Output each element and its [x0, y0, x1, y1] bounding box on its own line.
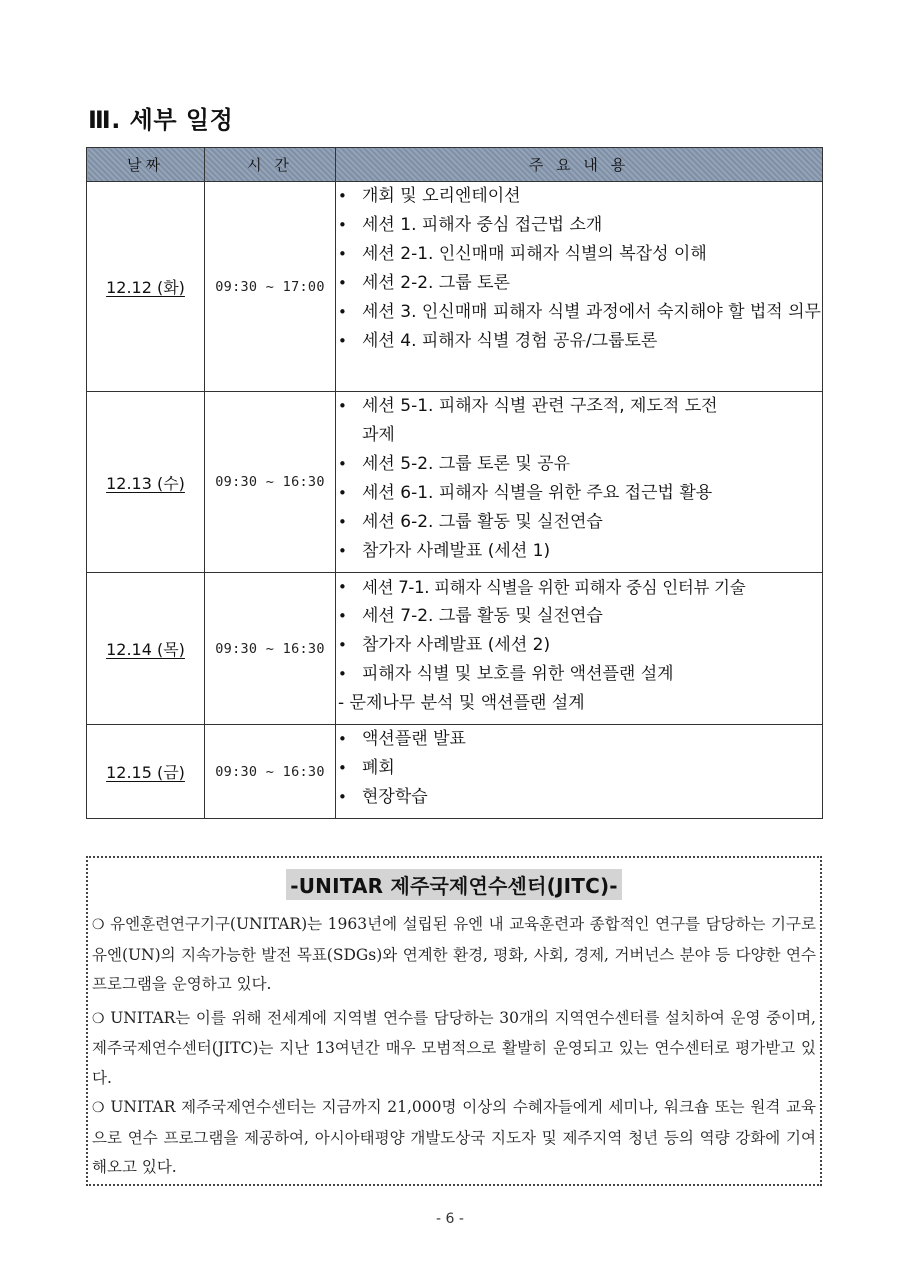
agenda-item: • 세션 5-1. 피해자 식별 관련 구조적, 제도적 도전과제: [336, 392, 822, 450]
agenda-item: • 세션 4. 피해자 식별 경험 공유/그룹토론: [336, 327, 822, 356]
agenda-item: • 세션 7-1. 피해자 식별을 위한 피해자 중심 인터뷰 기술: [336, 573, 822, 602]
table-header-row: [87, 148, 823, 182]
time-cell: 09:30 ~ 17:00: [205, 182, 336, 392]
circle-bullet-icon: ❍: [92, 917, 105, 933]
date-label: 12.15 (금): [106, 763, 185, 782]
agenda-item: • 현장학습: [336, 783, 822, 812]
content-cell: [336, 725, 823, 819]
agenda-item: • 개회 및 오리엔테이션: [336, 182, 822, 211]
agenda-item: • 폐회: [336, 754, 822, 783]
table-row: [87, 182, 823, 392]
agenda-list: [336, 182, 822, 356]
agenda-item: • 세션 7-2. 그룹 활동 및 실전연습: [336, 602, 822, 631]
agenda-item: • 피해자 식별 및 보호를 위한 액션플랜 설계: [336, 660, 822, 689]
circle-bullet-icon: ❍: [92, 1100, 105, 1116]
info-box-title-wrap: [88, 869, 820, 900]
agenda-list: [336, 392, 822, 566]
info-box: [86, 856, 822, 1186]
schedule-table: [86, 147, 823, 819]
table-row: [87, 725, 823, 819]
agenda-item: • 세션 2-1. 인신매매 피해자 식별의 복잡성 이해: [336, 240, 822, 269]
info-box-body: [92, 910, 816, 1187]
agenda-subnote: - 문제나무 분석 및 액션플랜 설계: [338, 693, 585, 713]
agenda-list: [336, 573, 822, 689]
info-paragraph: [92, 1004, 816, 1094]
info-box-title: -UNITAR 제주국제연수센터(JITC)-: [286, 869, 622, 900]
info-paragraph-text: UNITAR 제주국제연수센터는 지금까지 21,000명 이상의 수혜자들에게 세미나, 워크숍 또는 원격 교육으로 연수 프로그램을 제공하여, 아시아태평양 개발도상국 지도자 및 제주지역 청년 등의 역량 강화에 기여해오고 있다.: [92, 1098, 817, 1176]
date-cell: [87, 573, 205, 725]
time-cell: 09:30 ~ 16:30: [205, 392, 336, 573]
content-cell: [336, 392, 823, 573]
agenda-item: • 참가자 사례발표 (세션 2): [336, 631, 822, 660]
info-paragraph-text: 유엔훈련연구기구(UNITAR)는 1963년에 설립된 유엔 내 교육훈련과 종합적인 연구를 담당하는 기구로 유엔(UN)의 지속가능한 발전 목표(SDGs)와 연계한 환경, 평화, 사회, 경제, 거버넌스 분야 등 다양한 연수 프로그램을 운영하고 있다.: [92, 915, 816, 993]
agenda-item: • 참가자 사례발표 (세션 1): [336, 537, 822, 566]
agenda-item: • 세션 1. 피해자 중심 접근법 소개: [336, 211, 822, 240]
time-cell: 09:30 ~ 16:30: [205, 725, 336, 819]
date-label: 12.14 (목): [106, 640, 185, 659]
agenda-item: • 세션 3. 인신매매 피해자 식별 과정에서 숙지해야 할 법적 의무: [336, 298, 822, 327]
header-content: 주 요 내 용: [336, 148, 823, 182]
header-date: 날짜: [87, 148, 205, 182]
agenda-item: • 액션플랜 발표: [336, 725, 822, 754]
page-number: - 6 -: [436, 1211, 464, 1227]
circle-bullet-icon: ❍: [92, 1010, 105, 1027]
date-cell: [87, 182, 205, 392]
agenda-item: • 세션 5-2. 그룹 토론 및 공유: [336, 450, 822, 479]
date-label: 12.12 (화): [106, 278, 185, 297]
date-cell: [87, 725, 205, 819]
content-cell: [336, 573, 823, 725]
date-cell: [87, 392, 205, 573]
info-paragraph: [92, 1093, 816, 1183]
agenda-item: • 세션 2-2. 그룹 토론: [336, 269, 822, 298]
info-paragraph-text: UNITAR는 이를 위해 전세계에 지역별 연수를 담당하는 30개의 지역연수센터를 설치하여 운영 중이며, 제주국제연수센터(JITC)는 지난 13여년간 매우 모범적으로 활발히 운영되고 있는 연수센터로 평가받고 있다.: [92, 1008, 816, 1087]
time-cell: 09:30 ~ 16:30: [205, 573, 336, 725]
content-cell: [336, 182, 823, 392]
agenda-item: • 세션 6-1. 피해자 식별을 위한 주요 접근법 활용: [336, 479, 822, 508]
table-row: [87, 573, 823, 725]
table-row: [87, 392, 823, 573]
agenda-list: [336, 725, 822, 812]
agenda-item: • 세션 6-2. 그룹 활동 및 실전연습: [336, 508, 822, 537]
header-time: 시 간: [205, 148, 336, 182]
section-title: Ⅲ. 세부 일정: [88, 106, 234, 134]
date-label: 12.13 (수): [106, 473, 185, 493]
info-paragraph: [92, 910, 816, 1000]
